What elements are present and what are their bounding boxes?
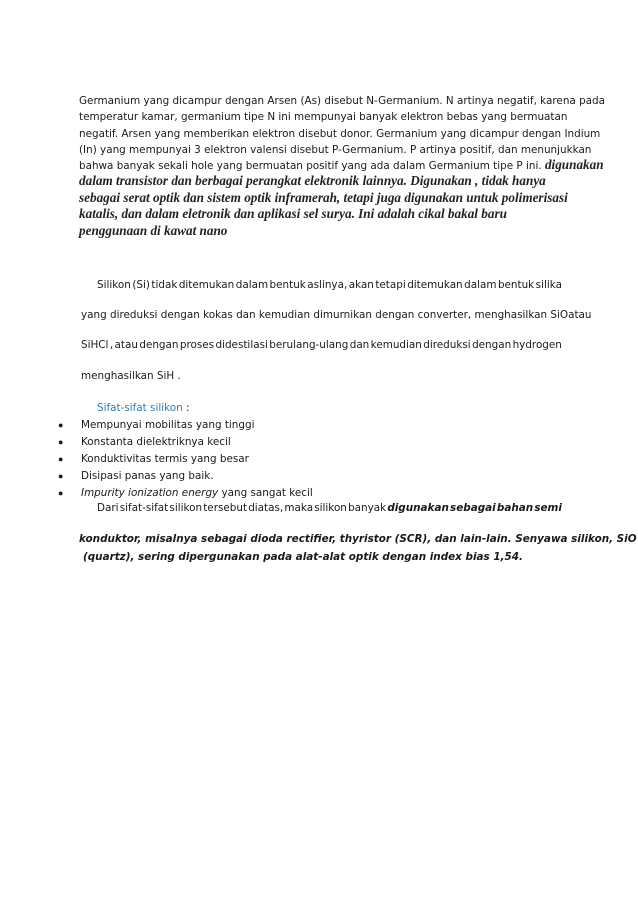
word: silikon xyxy=(314,502,347,514)
word: hydrogen xyxy=(512,339,562,351)
word: bentuk xyxy=(269,279,306,291)
para1-bold-line: sebagai serat optik dan sistem optik inframerah, tetapi juga digunakan untuk polimerisasi xyxy=(79,190,568,205)
impurity-rest: yang sangat kecil xyxy=(218,487,313,499)
para1-bold-line: penggunaan di kawat nano xyxy=(79,223,228,238)
bullet-icon: ● xyxy=(58,454,64,464)
word: diatas, xyxy=(248,502,284,514)
word: atau xyxy=(114,339,138,351)
word: aslinya, xyxy=(307,279,348,291)
properties-heading: Sifat-sifat silikon xyxy=(97,402,183,414)
para1-line-mixed xyxy=(79,158,604,173)
word: semi xyxy=(534,502,562,514)
properties-heading-row xyxy=(97,401,190,415)
word: bentuk xyxy=(497,279,535,291)
word: direduksi xyxy=(423,339,471,351)
word: berulang-ulang xyxy=(269,339,349,351)
para2-line-4: menghasilkan SiH . xyxy=(81,370,181,382)
word: dengan xyxy=(139,339,179,351)
bullet-icon: ● xyxy=(58,437,64,447)
para1-line5-bold: digunakan xyxy=(541,157,604,172)
word: tetapi xyxy=(375,279,406,291)
word: yang direduksi dengan kokas dan kemudian dimurnikan dengan converter, menghasilkan SiO xyxy=(81,309,569,321)
word: kemudian xyxy=(370,339,422,351)
word: tidak xyxy=(151,279,178,291)
word: didestilasi xyxy=(215,339,268,351)
word: bahan xyxy=(496,502,534,514)
word: ditemukan xyxy=(407,279,463,291)
list-item: Konstanta dielektriknya kecil xyxy=(81,436,231,448)
word: maka xyxy=(284,502,314,514)
word: digunakan xyxy=(387,502,449,514)
para3-line-3: (quartz), sering dipergunakan pada alat-alat optik dengan index bias 1,54. xyxy=(83,551,523,563)
bullet-icon: ● xyxy=(58,488,64,498)
para1-line5-plain: bahwa banyak sekali hole yang bermuatan positif yang ada dalam Germanium tipe P ini. xyxy=(79,160,542,172)
word: SiHCl xyxy=(81,339,109,351)
para1-line: temperatur kamar, germanium tipe N ini mempunyai banyak elektron bebas yang bermuatan xyxy=(79,111,568,123)
word: banyak xyxy=(348,502,387,514)
word: akan xyxy=(348,279,374,291)
para1-line: negatif. Arsen yang memberikan elektron disebut donor. Germanium yang dicampur dengan Indium xyxy=(79,128,601,140)
word: , xyxy=(109,339,114,351)
para1-bold-line: dalam transistor dan berbagai perangkat elektronik lainnya. Digunakan , tidak hanya xyxy=(79,173,546,188)
list-item: Konduktivitas termis yang besar xyxy=(81,453,249,465)
properties-heading-suffix: : xyxy=(182,402,190,414)
list-item-last xyxy=(81,486,313,500)
impurity-term: Impurity ionization energy xyxy=(81,487,219,499)
para2-line-2 xyxy=(81,308,592,322)
word: proses xyxy=(179,339,215,351)
para2-line-3 xyxy=(81,338,562,352)
word: (Si) xyxy=(132,279,150,291)
para3-line-2: konduktor, misalnya sebagai dioda rectifier, thyristor (SCR), dan lain-lain. Senyawa silikon, SiO xyxy=(79,533,637,545)
list-item: Disipasi panas yang baik. xyxy=(81,470,214,482)
word: silikon xyxy=(169,502,203,514)
para3-line-1 xyxy=(97,501,562,515)
bullet-icon: ● xyxy=(58,471,64,481)
word: sifat-sifat xyxy=(119,502,169,514)
para1-line: Germanium yang dicampur dengan Arsen (As) disebut N-Germanium. N artinya negatif, karena pada xyxy=(79,95,606,107)
para1-bold-line: katalis, dan dalam eletronik dan aplikasi sel surya. Ini adalah cikal bakal baru xyxy=(79,206,507,221)
word: dalam xyxy=(464,279,497,291)
word: tersebut xyxy=(203,502,248,514)
bullet-icon: ● xyxy=(58,420,64,430)
para2-line-1 xyxy=(97,278,562,292)
word: silika xyxy=(535,279,562,291)
word: dan xyxy=(349,339,370,351)
word: Silikon xyxy=(97,279,131,291)
word: dengan xyxy=(472,339,512,351)
word: sebagai xyxy=(450,502,496,514)
list-item: Mempunyai mobilitas yang tinggi xyxy=(81,419,255,431)
para1-line: (In) yang mempunyai 3 elektron valensi disebut P-Germanium. P artinya positif, dan menunjukkan xyxy=(79,144,592,156)
word: Dari xyxy=(97,502,119,514)
word: dalam xyxy=(235,279,269,291)
word: atau xyxy=(568,309,592,321)
word: ditemukan xyxy=(178,279,235,291)
